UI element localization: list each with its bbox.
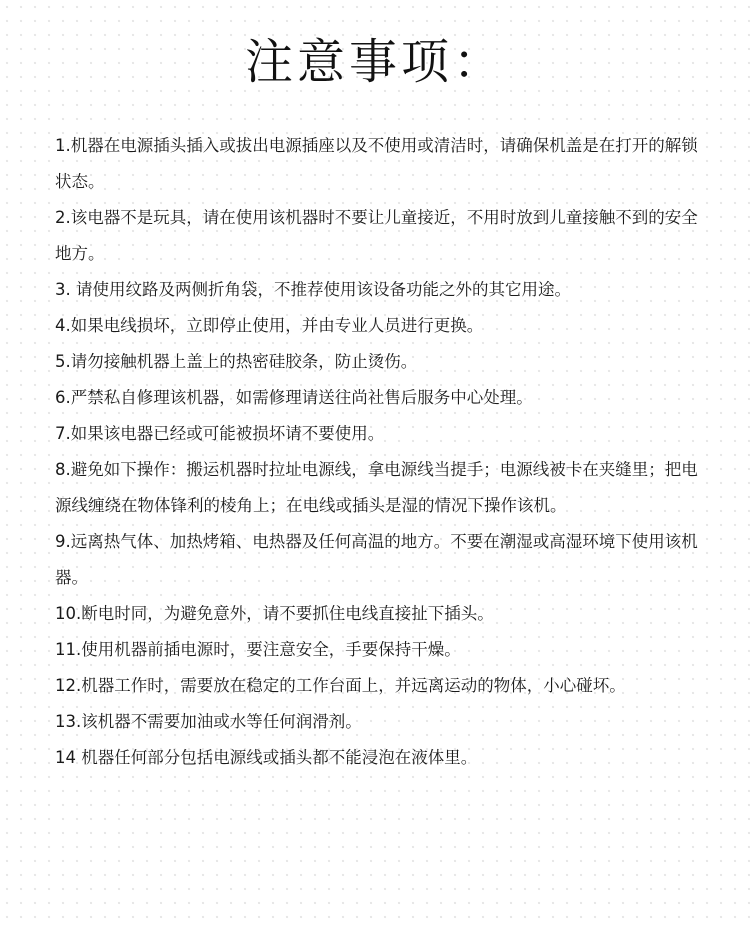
note-item-9: 9.远离热气体、加热烤箱、电热器及任何高温的地方。不要在潮湿或高湿环境下使用该机器。 xyxy=(55,532,698,587)
note-item-8: 8.避免如下操作：搬运机器时拉址电源线，拿电源线当提手；电源线被卡在夹缝里；把电源线缠绕在物体锋利的棱角上；在电线或插头是湿的情况下操作该机。 xyxy=(55,460,698,515)
note-item-5: 5.请勿接触机器上盖上的热密硅胶条，防止烫伤。 xyxy=(55,352,418,371)
note-item-10: 10.断电时同，为避免意外，请不要抓住电线直接扯下插头。 xyxy=(55,604,494,623)
note-item-7: 7.如果该电器已经或可能被损坏请不要使用。 xyxy=(55,424,385,443)
page-title: 注意事项： xyxy=(244,34,505,90)
note-item-6: 6.严禁私自修理该机器，如需修理请送往尚社售后服务中心处理。 xyxy=(55,388,533,407)
note-item-1: 1.机器在电源插头插入或拔出电源插座以及不使用或清洁时，请确保机盖是在打开的解锁状态。 xyxy=(55,136,698,191)
note-item-4: 4.如果电线损坏，立即停止使用，并由专业人员进行更换。 xyxy=(55,316,484,335)
note-item-14: 14 机器任何部分包括电源线或插头都不能浸泡在液体里。 xyxy=(55,748,478,767)
note-item-2: 2.该电器不是玩具，请在使用该机器时不要让儿童接近，不用时放到儿童接触不到的安全地方。 xyxy=(55,208,698,263)
note-item-11: 11.使用机器前插电源时，要注意安全，手要保持干燥。 xyxy=(55,640,461,659)
note-item-13: 13.该机器不需要加油或水等任何润滑剂。 xyxy=(55,712,362,731)
note-item-12: 12.机器工作时，需要放在稳定的工作台面上，并远离运动的物体，小心碰坏。 xyxy=(55,676,626,695)
notes-list xyxy=(55,128,700,776)
note-item-3: 3. 请使用纹路及两侧折角袋，不推荐使用该设备功能之外的其它用途。 xyxy=(55,280,571,299)
